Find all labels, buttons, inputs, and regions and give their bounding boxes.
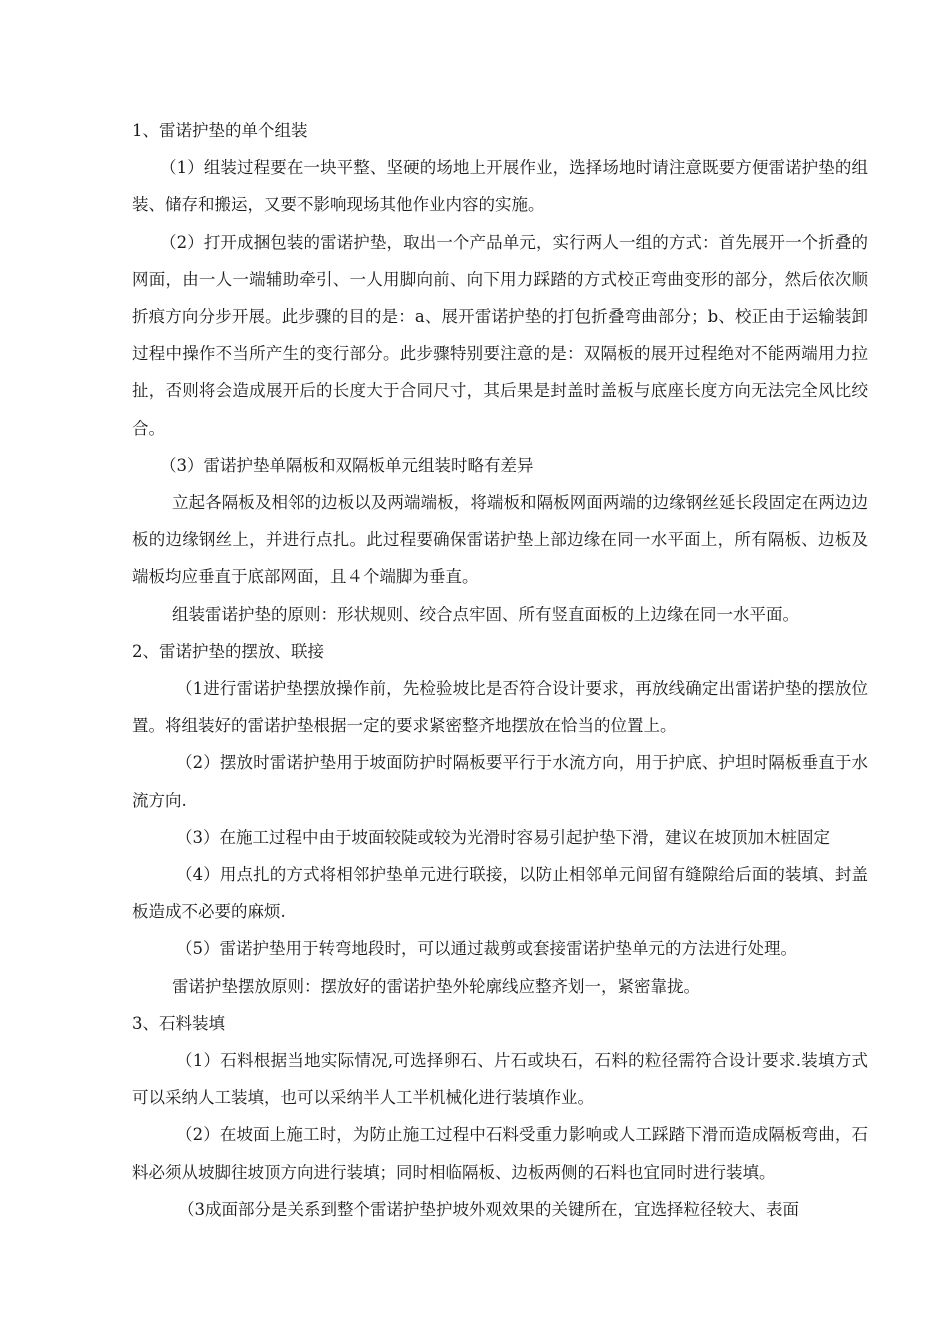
paragraph: 立起各隔板及相邻的边板以及两端端板，将端板和隔板网面两端的边缘钢丝延长段固定在两边边板的边缘钢丝上，并进行点扎。此过程要确保雷诺护垫上部边缘在同一水平面上，所有隔板、边板及端板均应垂直于底部网面，且４个端脚为垂直。 [132, 493, 868, 587]
paragraph: （4）用点扎的方式将相邻护垫单元进行联接，以防止相邻单元间留有缝隙给后面的装填、封盖板造成不必要的麻烦. [132, 865, 868, 922]
paragraph: （1）组装过程要在一块平整、坚硬的场地上开展作业，选择场地时请注意既要方便雷诺护垫的组装、储存和搬运，又要不影响现场其他作业内容的实施。 [132, 158, 868, 215]
paragraph: （1）石料根据当地实际情况,可选择卵石、片石或块石，石料的粒径需符合设计要求.装填方式可以采纳人工装填，也可以采纳半人工半机械化进行装填作业。 [132, 1051, 868, 1108]
paragraph: （5）雷诺护垫用于转弯地段时，可以通过裁剪或套接雷诺护垫单元的方法进行处理。 [176, 939, 797, 959]
paragraph: （1进行雷诺护垫摆放操作前，先检验坡比是否符合设计要求，再放线确定出雷诺护垫的摆放位置。将组装好的雷诺护垫根据一定的要求紧密整齐地摆放在恰当的位置上。 [132, 679, 868, 736]
paragraph: （2）打开成捆包装的雷诺护垫，取出一个产品单元，实行两人一组的方式：首先展开一个折叠的网面，由一人一端辅助牵引、一人用脚向前、向下用力踩踏的方式校正弯曲变形的部分，然后依次顺折痕方向分步开展。此步骤的目的是：a、展开雷诺护垫的打包折叠弯曲部分；b、校正由于运输装卸过程中操作不当所产生的变行部分。此步骤特别要注意的是：双隔板的展开过程绝对不能两端用力拉扯，否则将会造成展开后的长度大于合同尺寸，其后果是封盖时盖板与底座长度方向无法完全风比绞合。 [132, 232, 868, 438]
section-heading-3: 3、石料装填 [132, 1013, 225, 1033]
paragraph: （2）摆放时雷诺护垫用于坡面防护时隔板要平行于水流方向，用于护底、护坦时隔板垂直于水流方向. [132, 753, 868, 810]
paragraph: （3成面部分是关系到整个雷诺护垫护坡外观效果的关键所在，宜选择粒径较大、表面 [178, 1199, 799, 1219]
document-body [132, 112, 868, 1228]
paragraph: 雷诺护垫摆放原则：摆放好的雷诺护垫外轮廓线应整齐划一，紧密靠拢。 [172, 976, 700, 996]
paragraph: 组装雷诺护垫的原则：形状规则、绞合点牢固、所有竖直面板的上边缘在同一水平面。 [172, 604, 799, 624]
section-heading-2: 2、雷诺护垫的摆放、联接 [132, 641, 324, 661]
section-heading-1: 1、雷诺护垫的单个组装 [132, 121, 308, 140]
paragraph: （3）在施工过程中由于坡面较陡或较为光滑时容易引起护垫下滑，建议在坡顶加木桩固定 [176, 827, 830, 847]
paragraph: （3）雷诺护垫单隔板和双隔板单元组装时略有差异 [160, 455, 534, 475]
paragraph: （2）在坡面上施工时，为防止施工过程中石料受重力影响或人工踩踏下滑而造成隔板弯曲，石料必须从坡脚往坡顶方向进行装填；同时相临隔板、边板两侧的石料也宜同时进行装填。 [132, 1125, 868, 1182]
